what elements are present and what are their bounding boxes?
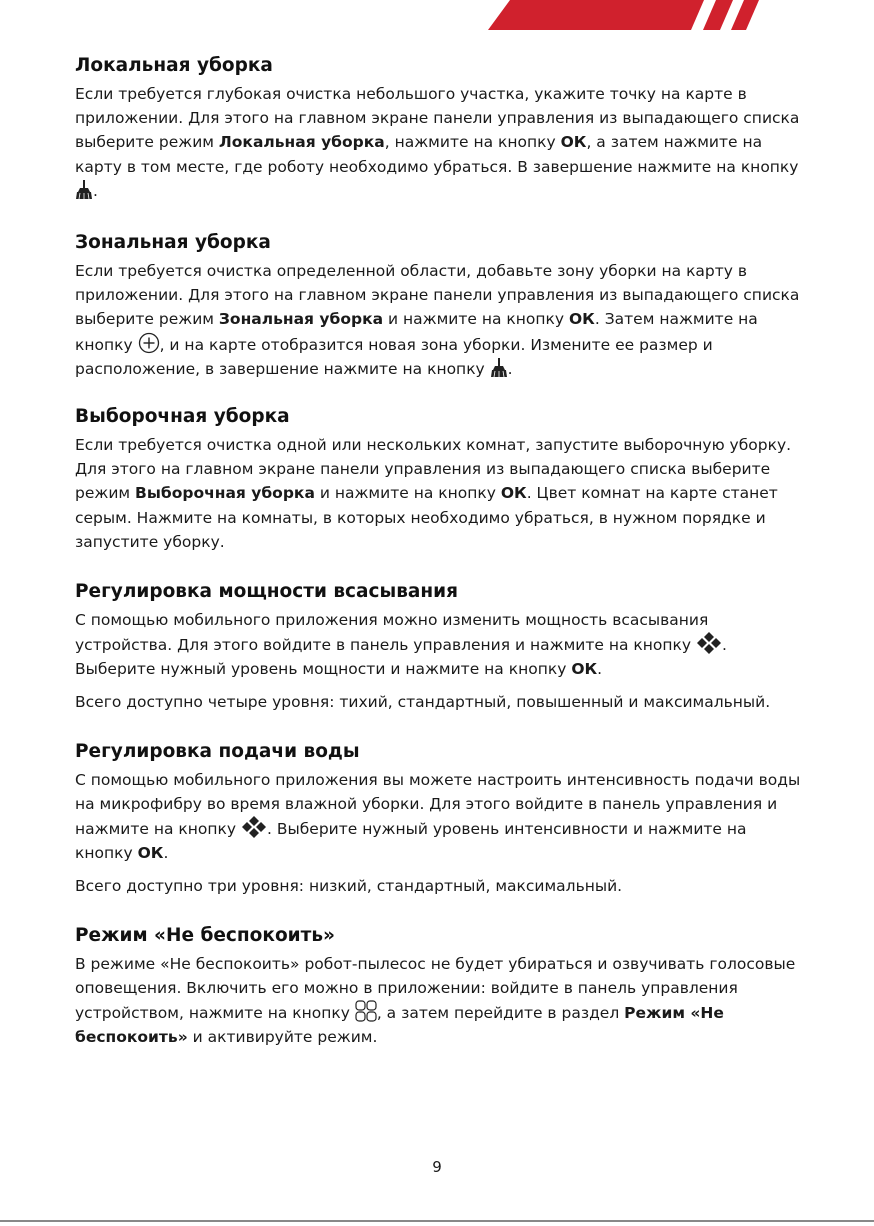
section-text: Если требуется глубокая очистка небольшого участка, укажите точку на карте в приложении. Для этого на главном экране панели управления из выпадающего списка выберите режим Локальная уборка, нажмите на кнопку ОК, а затем нажмите на карту в том месте, где роботу необходимо убраться. В завершение нажмите на кнопку .: [75, 85, 800, 200]
section-title: Регулировка подачи воды: [75, 740, 360, 762]
plus-circle-icon: [138, 332, 160, 354]
four-diamonds-icon: [241, 816, 267, 838]
section-title: Локальная уборка: [75, 55, 273, 76]
section-zone-cleaning: [75, 229, 803, 381]
section-do-not-disturb: [75, 922, 803, 1050]
header-decoration: [488, 0, 778, 30]
section-text: В режиме «Не беспокоить» робот-пылесос не будет убираться и озвучивать голосовые оповещения. Включить его можно в приложении: войдите в панель управления устройством, нажмите на кнопку , а затем перейдите в раздел Режим «Не беспокоить» и активируйте режим.: [75, 954, 796, 1047]
section-text: Если требуется очистка одной или нескольких комнат, запустите выборочную уборку. Для этого на главном экране панели управления из выпадающего списка выберите режим Выборочная уборка и нажмите на кнопку ОК. Цвет комнат на карте станет серым. Нажмите на комнаты, в которых необходимо убраться, в нужном порядке и запустите уборку.: [75, 436, 792, 551]
page-content: [75, 52, 803, 1050]
section-text: С помощью мобильного приложения вы можете настроить интенсивность подачи воды на микрофибру во время влажной уборки. Для этого войдите в панель управления и нажмите на кнопку . Выберите нужный уровень интенсивности и нажмите на кнопку ОК.: [75, 770, 801, 863]
section-water-flow: [75, 738, 803, 898]
section-selective-cleaning: [75, 403, 803, 554]
section-local-cleaning: [75, 52, 803, 203]
section-note: Всего доступно три уровня: низкий, стандартный, максимальный.: [75, 876, 623, 895]
section-text: Если требуется очистка определенной области, добавьте зону уборки на карту в приложении. Для этого на главном экране панели управления из выпадающего списка выберите режим Зональная уборка и нажмите на кнопку ОК. Затем нажмите на кнопку , и на карте отобразится новая зона уборки. Измените ее размер и расположение, в завершение нажмите на кнопку .: [75, 262, 800, 378]
page-number: 9: [432, 1158, 442, 1176]
section-suction-power: [75, 578, 803, 714]
section-title: Выборочная уборка: [75, 406, 290, 428]
section-title: Режим «Не беспокоить»: [75, 924, 335, 946]
broom-icon: [75, 180, 93, 200]
bottom-rule: [0, 1220, 874, 1222]
section-note: Всего доступно четыре уровня: тихий, стандартный, повышенный и максимальный.: [75, 692, 771, 711]
section-title: Регулировка мощности всасывания: [75, 581, 459, 603]
broom-icon: [490, 358, 508, 378]
section-title: Зональная уборка: [75, 232, 271, 254]
section-text: С помощью мобильного приложения можно изменить мощность всасывания устройства. Для этого войдите в панель управления и нажмите на кнопку . Выберите нужный уровень мощности и нажмите на кнопку ОК.: [75, 611, 727, 679]
four-diamonds-icon: [696, 632, 722, 654]
grid-menu-icon: [355, 1000, 377, 1022]
